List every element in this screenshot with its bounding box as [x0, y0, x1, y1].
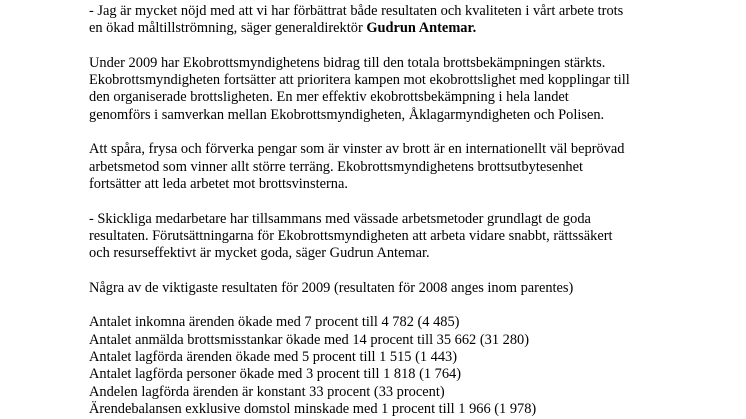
- results-list: [89, 314, 729, 418]
- paragraph-brottsbekampning: [89, 55, 729, 124]
- text-line: Att spåra, frysa och förverka pengar som är vinster av brott är en internationellt väl beprövad: [89, 141, 625, 158]
- result-item: Antalet inkomna ärenden ökade med 7 procent till 4 782 (4 485): [89, 314, 460, 331]
- text-line: genomförs i samverkan mellan Ekobrottsmyndigheten, Åklagarmyndigheten och Polisen.: [89, 106, 605, 123]
- text-fragment: en ökad måltillströmning, säger generaldirektör: [89, 20, 367, 37]
- quote-paragraph-1: [89, 3, 729, 38]
- text-line: - Skickliga medarbetare har tillsammans med vässade arbetsmetoder grundlagt de goda: [89, 210, 591, 227]
- text-line: arbetsmetod som vinner allt större terräng. Ekobrottsmyndighetens brottsutbytesenhet: [89, 158, 583, 175]
- text-line: - Jag är mycket nöjd med att vi har förbättrat både resultaten och kvaliteten i vårt arbete trots: [89, 3, 624, 19]
- result-item: Andelen lagförda ärenden är konstant 33 procent (33 procent): [89, 383, 445, 400]
- results-intro: Några av de viktigaste resultaten för 2009 (resultaten för 2008 anges inom parentes): [89, 279, 574, 296]
- text-line: den organiserade brottsligheten. En mer effektiv ekobrottsbekämpning i hela landet: [89, 89, 569, 106]
- text-line: fortsätter att leda arbetet mot brottsvinsterna.: [89, 175, 348, 192]
- result-item: Ärendebalansen exklusive domstol minskade med 1 procent till 1 966 (1 978): [89, 400, 537, 417]
- result-item: Antalet anmälda brottsmisstankar ökade med 14 procent till 35 662 (31 280): [89, 331, 530, 348]
- text-line: Under 2009 har Ekobrottsmyndighetens bidrag till den totala brottsbekämpningen stärkts.: [89, 54, 606, 71]
- document-page: [89, 3, 729, 418]
- text-line: [89, 20, 729, 37]
- result-item: Antalet lagförda ärenden ökade med 5 procent till 1 515 (1 443): [89, 348, 458, 365]
- text-line: resultaten. Förutsättningarna för Ekobrottsmyndigheten att arbeta vidare snabbt, rättssäkert: [89, 227, 613, 244]
- speaker-name: Gudrun Antemar.: [366, 20, 477, 37]
- quote-paragraph-2: [89, 211, 729, 263]
- text-line: Ekobrottsmyndigheten fortsätter att prioritera kampen mot ekobrottslighet med kopplingar till: [89, 72, 630, 89]
- paragraph-brottsvinster: [89, 141, 729, 193]
- text-line: och resurseffektivt är mycket goda, säger Gudrun Antemar.: [89, 245, 430, 262]
- result-item: Antalet lagförda personer ökade med 3 procent till 1 818 (1 764): [89, 366, 462, 383]
